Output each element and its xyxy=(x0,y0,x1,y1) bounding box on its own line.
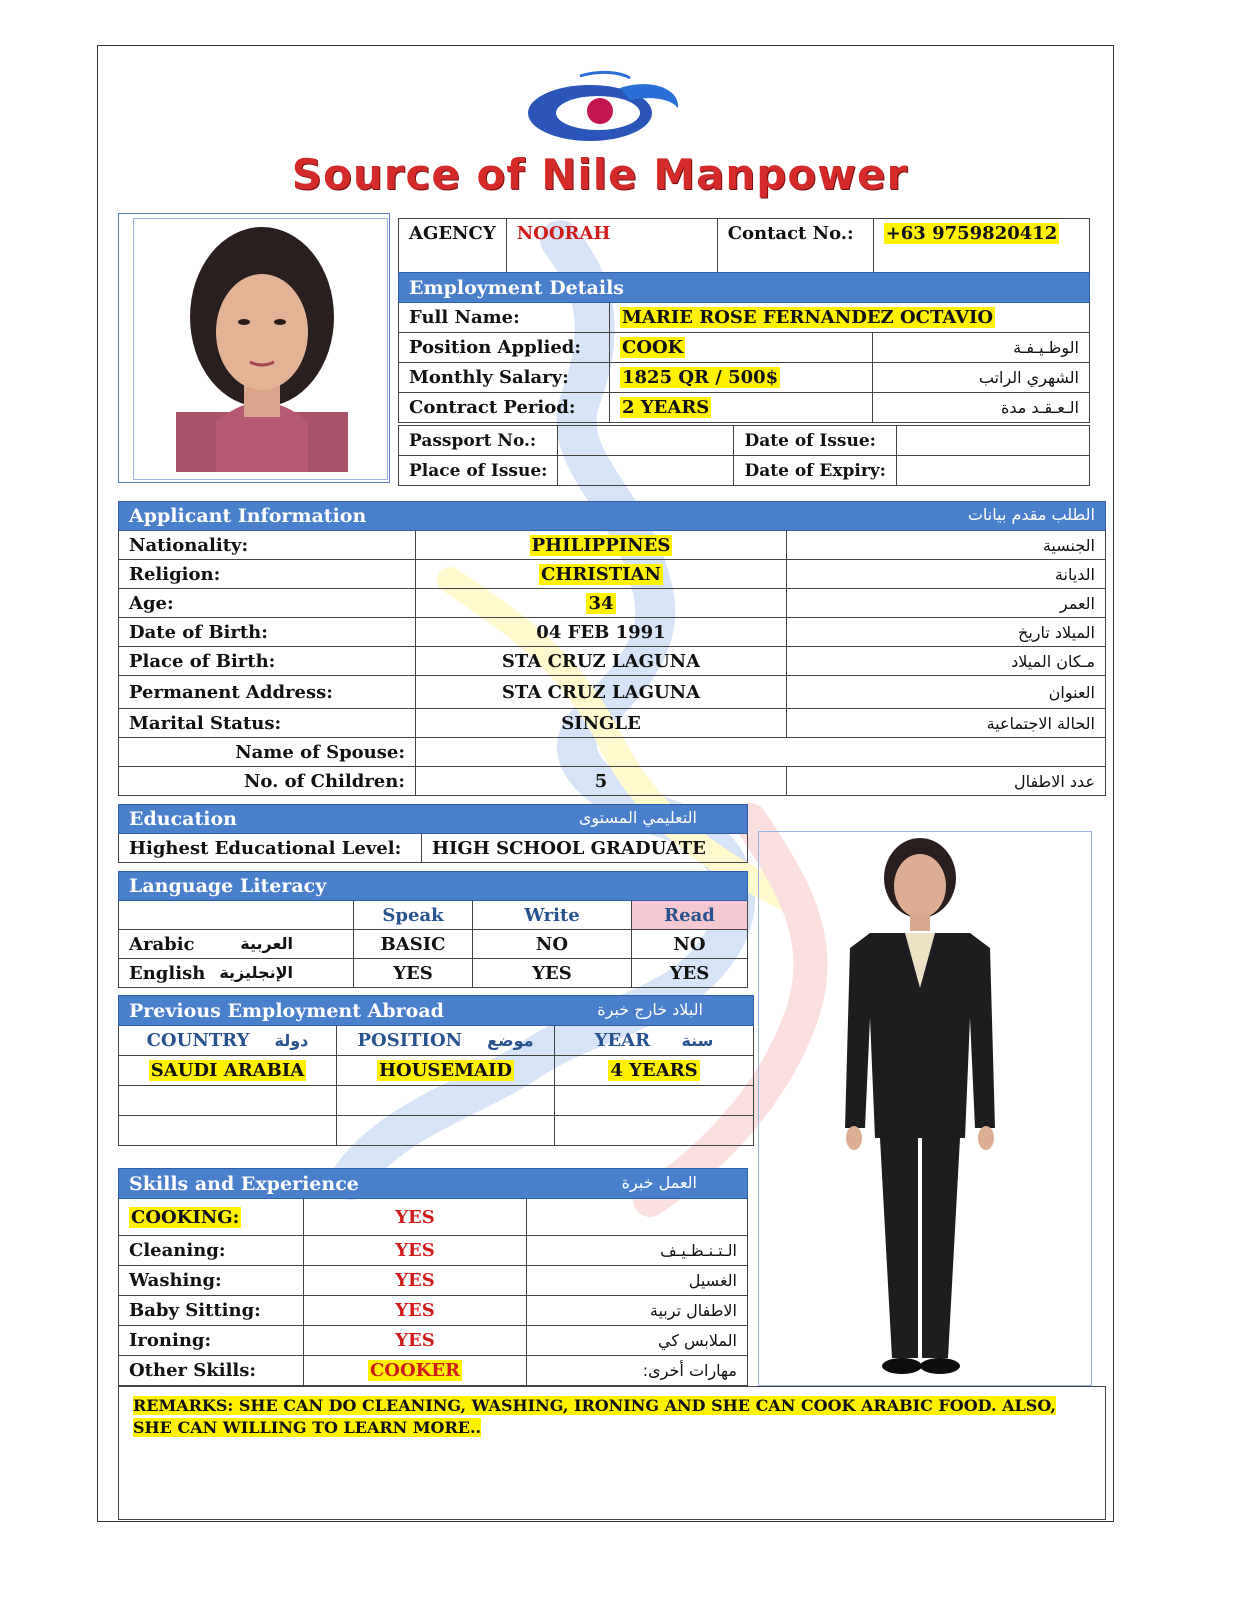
table-row: SAUDI ARABIA HOUSEMAID 4 YEARS xyxy=(119,1056,754,1086)
table-row: Place of Birth: STA CRUZ LAGUNA مـكان الميلاد xyxy=(119,647,1106,676)
table-row: Marital Status: SINGLE الحالة الاجتماعية xyxy=(119,709,1106,738)
table-row: Contract Period: 2 YEARS الـعـقـد مدة xyxy=(399,393,1090,423)
table-row: Other Skills: COOKER مهارات أخرى: xyxy=(119,1356,748,1386)
remarks-text: REMARKS: SHE CAN DO CLEANING, WASHING, IRONING AND SHE CAN COOK ARABIC FOOD. ALSO, SHE CAN WILLING TO LEARN MORE.. xyxy=(133,1396,1056,1437)
company-name: Source of Nile Manpower xyxy=(291,150,909,199)
applicant-photo xyxy=(176,222,348,472)
language-table xyxy=(118,871,748,988)
table-row: No. of Children: 5 عدد الاطفال xyxy=(119,767,1106,796)
applicant-fullbody-photo xyxy=(820,838,1020,1384)
table-row: Date of Birth: 04 FEB 1991 الميلاد تاريخ xyxy=(119,618,1106,647)
table-row: Passport No.: Date of Issue: xyxy=(399,426,1090,456)
table-row: Permanent Address: STA CRUZ LAGUNA العنوان xyxy=(119,676,1106,709)
table-row: Nationality: PHILIPPINES الجنسية xyxy=(119,531,1106,560)
agency-table xyxy=(398,218,1090,274)
table-row: Religion: CHRISTIAN الديانة xyxy=(119,560,1106,589)
table-row: Cleaning: YES الـتـنـظـيـف xyxy=(119,1236,748,1266)
education-title: Education التعليمي المستوى xyxy=(119,805,748,834)
table-row: COUNTRY دولة POSITION موضع YEAR سنة xyxy=(119,1026,754,1056)
table-row: Arabic العربية BASIC NO NO xyxy=(119,930,748,959)
table-row xyxy=(119,1086,754,1116)
contact-label: Contact No.: xyxy=(717,219,873,274)
education-table xyxy=(118,804,748,863)
contact-cell xyxy=(873,219,1089,274)
applicant-title: Applicant Information الطلب مقدم بيانات xyxy=(119,502,1106,531)
table-row: Baby Sitting: YES الاطفال تربية xyxy=(119,1296,748,1326)
position-value: COOK xyxy=(622,337,684,358)
table-row: Washing: YES الغسيل xyxy=(119,1266,748,1296)
table-row: Ironing: YES الملابس كي xyxy=(119,1326,748,1356)
contract-value: 2 YEARS xyxy=(622,397,710,418)
table-row: Full Name: MARIE ROSE FERNANDEZ OCTAVIO xyxy=(399,303,1090,333)
table-row: Name of Spouse: xyxy=(119,738,1106,767)
passport-table xyxy=(398,425,1090,486)
table-row: Monthly Salary: 1825 QR / 500$ الشهري الراتب xyxy=(399,363,1090,393)
table-row: Highest Educational Level: HIGH SCHOOL GRADUATE xyxy=(119,834,748,863)
table-row: COOKING: YES xyxy=(119,1199,748,1236)
applicant-table xyxy=(118,501,1106,796)
agency-label: AGENCY xyxy=(399,219,507,274)
skills-title: Skills and Experience العمل خبرة xyxy=(119,1169,748,1199)
table-row: English الإنجليزية YES YES YES xyxy=(119,959,748,988)
table-row: Speak Write Read xyxy=(119,901,748,930)
contact-value: +63 9759820412 xyxy=(885,223,1058,244)
language-title: Language Literacy xyxy=(119,872,748,901)
agency-value: NOORAH xyxy=(506,219,717,274)
table-row: Position Applied: COOK الوظـيـفـة xyxy=(399,333,1090,363)
table-row: Age: 34 العمر xyxy=(119,589,1106,618)
previous-employment-table xyxy=(118,995,754,1146)
skills-table xyxy=(118,1168,748,1386)
previous-title: Previous Employment Abroad البلاد خارج خبرة xyxy=(119,996,754,1026)
table-row xyxy=(119,1116,754,1146)
table-row: Place of Issue: Date of Expiry: xyxy=(399,456,1090,486)
employment-title: Employment Details xyxy=(399,273,1090,303)
full-name-value: MARIE ROSE FERNANDEZ OCTAVIO xyxy=(622,307,994,328)
company-logo xyxy=(520,68,690,148)
employment-table xyxy=(398,272,1090,423)
salary-value: 1825 QR / 500$ xyxy=(622,367,779,388)
remarks-box xyxy=(118,1386,1106,1520)
